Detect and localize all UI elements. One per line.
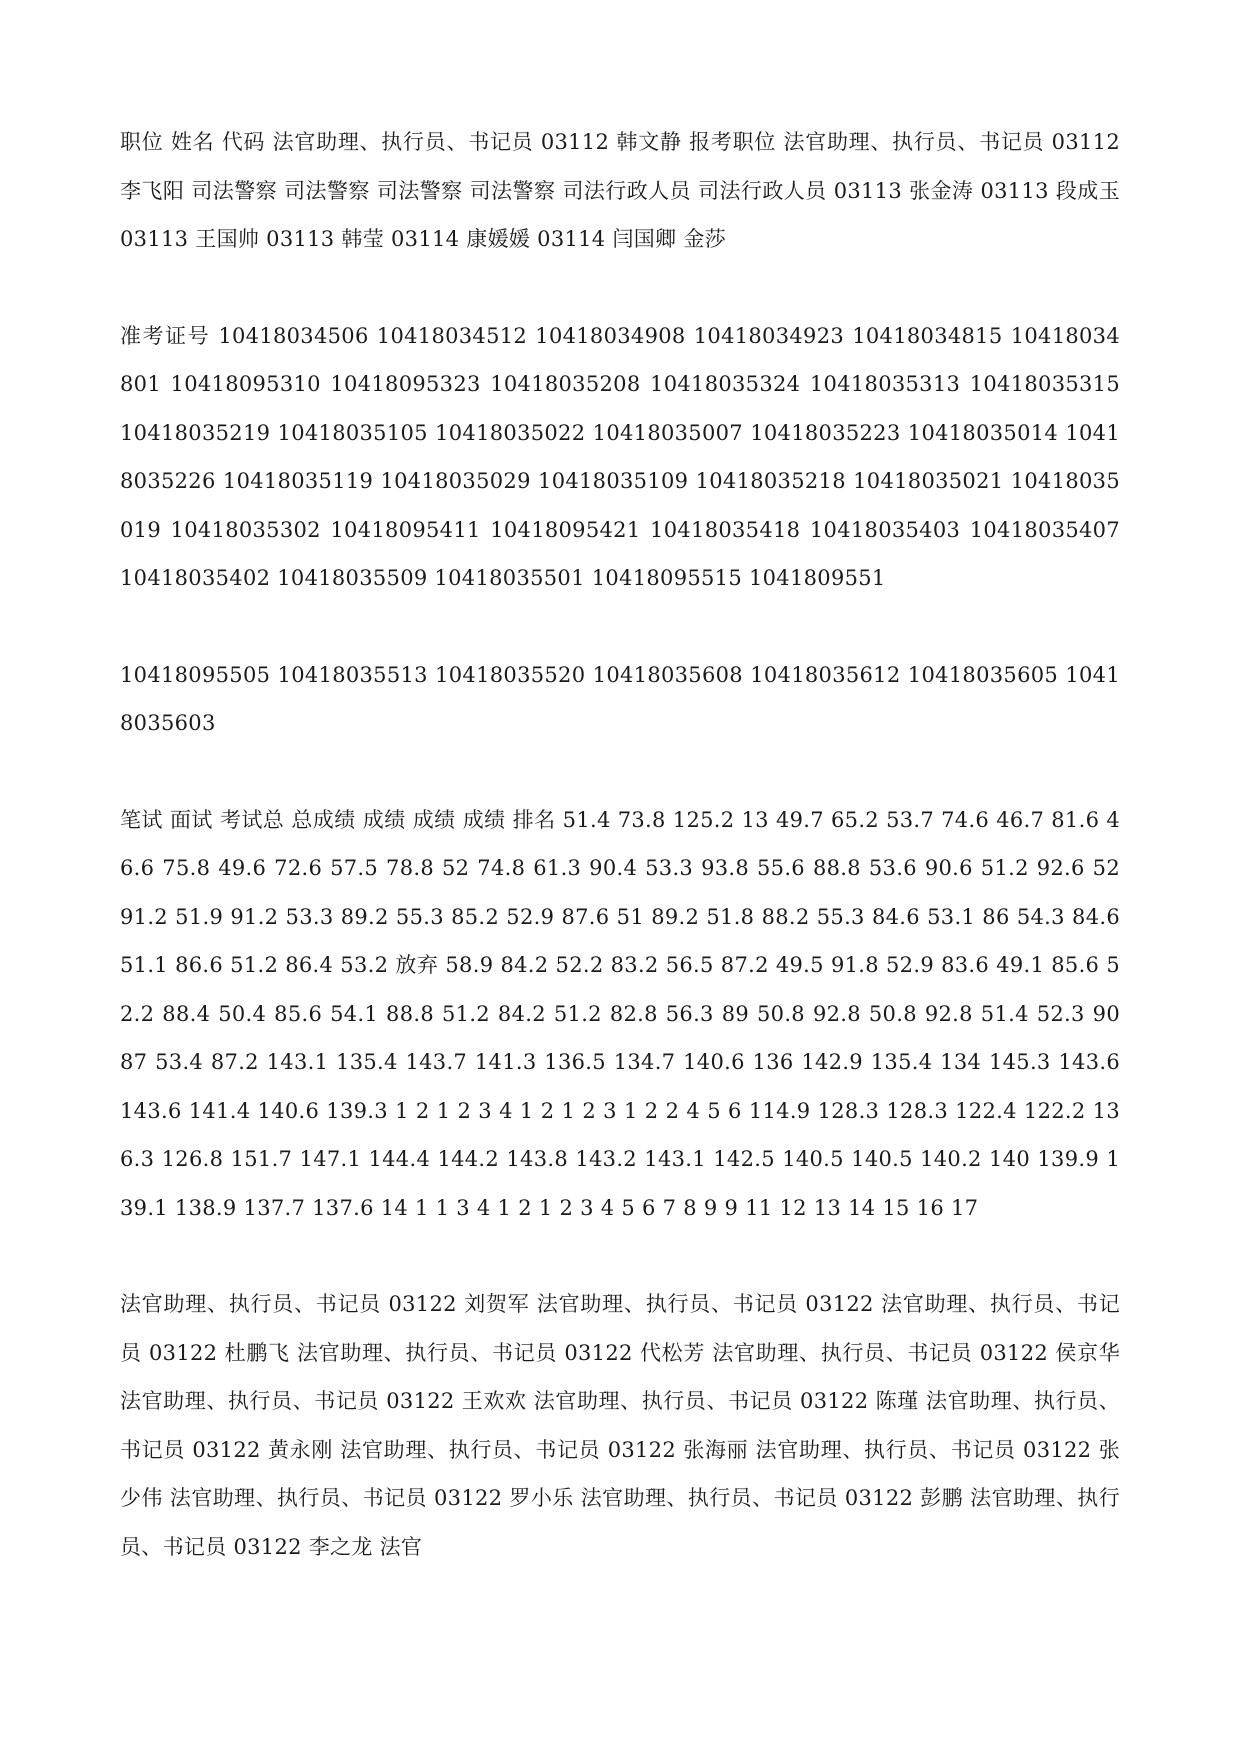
paragraph-exam-numbers-continued: 10418095505 10418035513 10418035520 10418035608 10418035612 10418035605 10418035603 (120, 662, 1120, 735)
paragraph-scores-rankings: 笔试 面试 考试总 总成绩 成绩 成绩 成绩 排名 51.4 73.8 125.2 13 49.7 65.2 53.7 74.6 46.7 81.6 46.6 75.8 49.6 72.6 57.5 78.8 52 74.8 61.3 90.4 53.3 93.8 55.6 88.8 53.6 90.6 51.2 92.6 52 91.2 51.9 91.2 53.3 89.2 55.3 85.2 52.9 87.6 51 89.2 51.8 88.2 55.3 84.6 53.1 86 54.3 84.6 51.1 86.6 51.2 86.4 53.2 放弃 58.9 84.2 52.2 83.2 56.5 87.2 49.5 91.8 52.9 83.6 49.1 85.6 52.2 88.4 50.4 85.6 54.1 88.8 51.2 84.2 51.2 82.8 56.3 89 50.8 92.8 50.8 92.8 51.4 52.3 90 87 53.4 87.2 143.1 135.4 143.7 141.3 136.5 134.7 140.6 136 142.9 135.4 134 145.3 143.6 143.6 141.4 140.6 139.3 1 2 1 2 3 4 1 2 1 2 3 1 2 2 4 5 6 114.9 128.3 128.3 122.4 122.2 136.3 126.8 151.7 147.1 144.4 144.2 143.8 143.2 143.1 142.5 140.5 140.5 140.2 140 139.9 139.1 138.9 137.7 137.6 14 1 1 3 4 1 2 1 2 3 4 5 6 7 8 9 9 11 12 13 14 15 16 17 (120, 807, 1120, 1220)
paragraph-positions-names: 职位 姓名 代码 法官助理、执行员、书记员 03112 韩文静 报考职位 法官助理、执行员、书记员 03112 李飞阳 司法警察 司法警察 司法警察 司法警察 司法行政人员 司法行政人员 03113 张金涛 03113 段成玉 03113 王国帅 03113 韩莹 03114 康媛媛 03114 闫国卿 金莎 (120, 130, 1120, 251)
document-body (120, 118, 1120, 1571)
paragraph-gap (120, 264, 1120, 312)
paragraph-gap (120, 603, 1120, 651)
paragraph-exam-numbers: 准考证号 10418034506 10418034512 10418034908 10418034923 10418034815 10418034801 10418095310 10418095323 10418035208 10418035324 10418035313 10418035315 10418035219 10418035105 10418035022 10418035007 10418035223 10418035014 10418035226 10418035119 10418035029 10418035109 10418035218 10418035021 10418035019 10418035302 10418095411 10418095421 10418035418 10418035403 10418035407 10418035402 10418035509 10418035501 10418095515 1041809551 (120, 323, 1120, 590)
paragraph-positions-names-2: 法官助理、执行员、书记员 03122 刘贺军 法官助理、执行员、书记员 03122 法官助理、执行员、书记员 03122 杜鹏飞 法官助理、执行员、书记员 03122 代松芳 法官助理、执行员、书记员 03122 侯京华 法官助理、执行员、书记员 03122 王欢欢 法官助理、执行员、书记员 03122 陈瑾 法官助理、执行员、书记员 03122 黄永刚 法官助理、执行员、书记员 03122 张海丽 法官助理、执行员、书记员 03122 张少伟 法官助理、执行员、书记员 03122 罗小乐 法官助理、执行员、书记员 03122 彭鹏 法官助理、执行员、书记员 03122 李之龙 法官 (120, 1292, 1120, 1559)
paragraph-gap (120, 1232, 1120, 1280)
paragraph-gap (120, 748, 1120, 796)
